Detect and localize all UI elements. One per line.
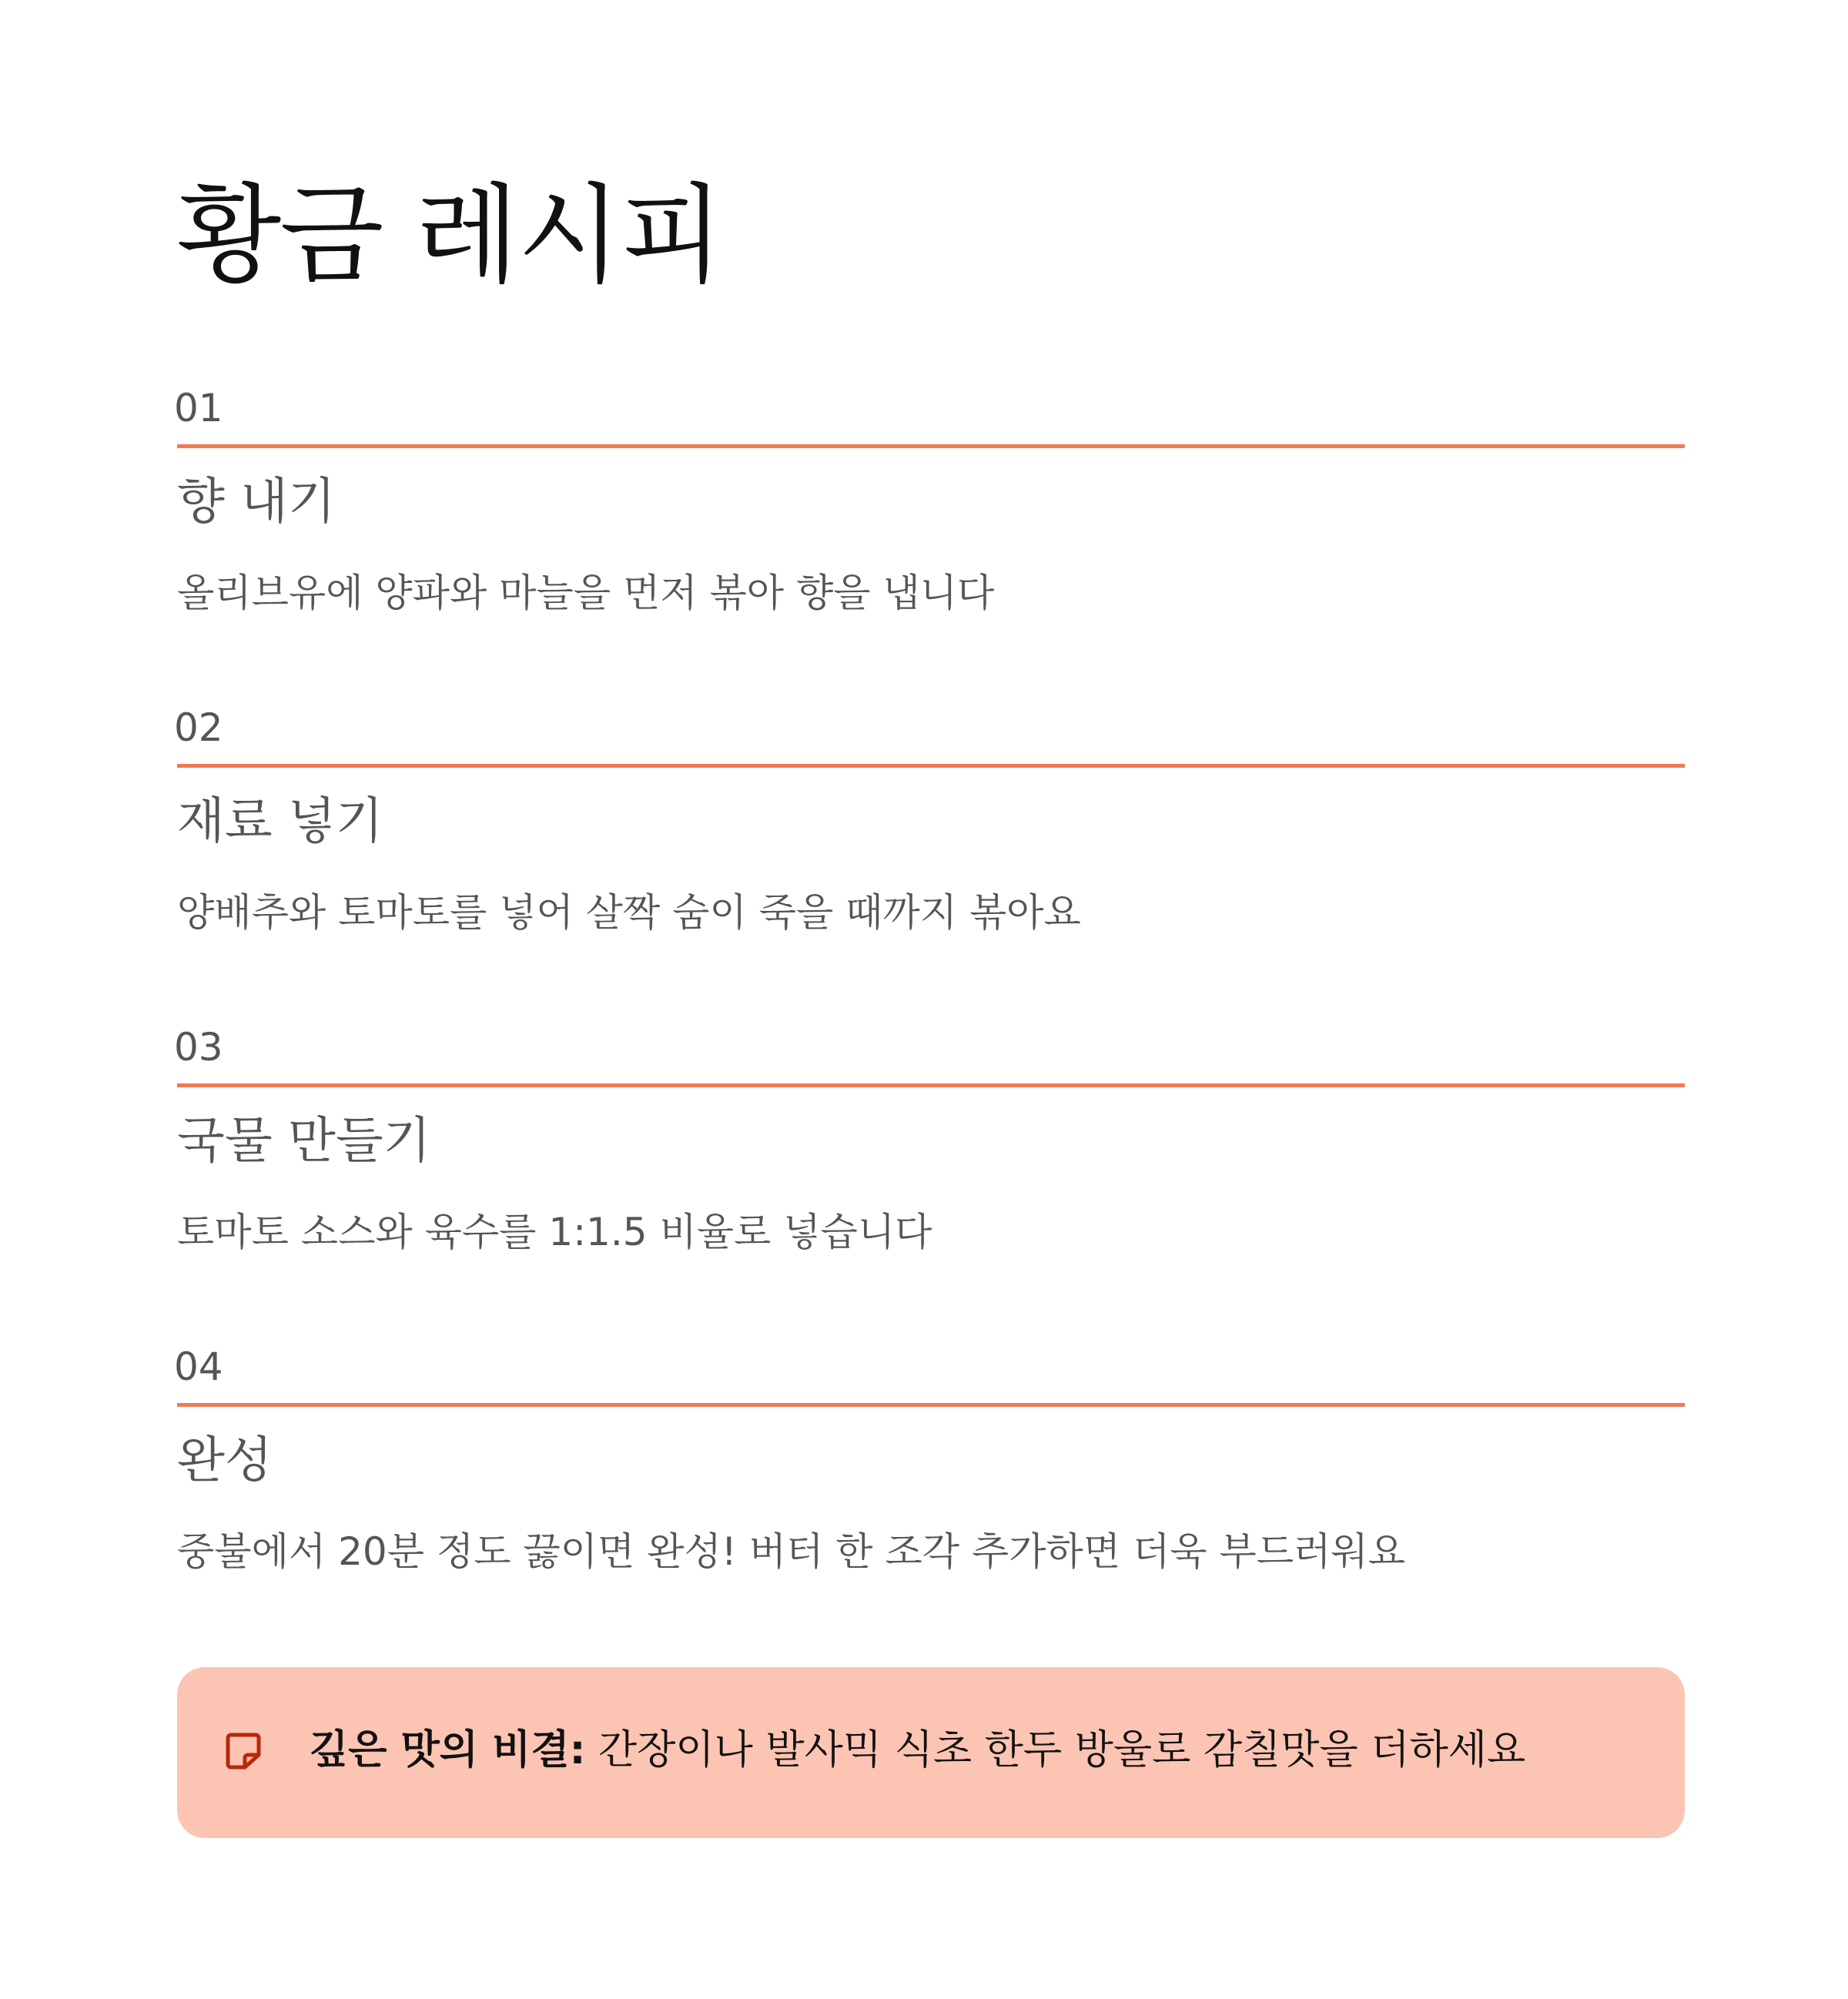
tip-body: 간장이나 발사믹 식초 한두 방울로 감칠맛을 더하세요 — [585, 1727, 1526, 1773]
recipe-step-1 — [174, 385, 1685, 693]
step-description: 올리브유에 양파와 마늘을 먼저 볶아 향을 냅니다 — [177, 571, 995, 615]
step-number: 03 — [174, 1025, 223, 1070]
step-number: 04 — [174, 1344, 223, 1389]
step-number: 01 — [174, 386, 223, 430]
step-description: 중불에서 20분 정도 끓이면 완성! 버터 한 조각 추가하면 더욱 부드러워요 — [177, 1529, 1406, 1574]
step-heading: 향 내기 — [177, 474, 336, 531]
step-divider — [177, 444, 1685, 448]
step-divider — [177, 764, 1685, 768]
recipe-step-2 — [174, 705, 1685, 1013]
step-description: 토마토 소스와 육수를 1:1.5 비율로 넣습니다 — [177, 1210, 932, 1254]
step-divider — [177, 1403, 1685, 1407]
step-heading: 완성 — [177, 1432, 273, 1489]
recipe-step-3 — [174, 1024, 1685, 1332]
step-heading: 국물 만들기 — [177, 1113, 431, 1170]
recipe-step-4 — [174, 1344, 1685, 1652]
step-description: 양배추와 토마토를 넣어 살짝 숨이 죽을 때까지 볶아요 — [177, 890, 1081, 935]
tip-text — [310, 1723, 1525, 1778]
tip-label: 깊은 맛의 비결: — [310, 1727, 586, 1773]
step-number: 02 — [174, 705, 223, 750]
page-title: 황금 레시피 — [177, 173, 723, 299]
step-heading: 재료 넣기 — [177, 793, 383, 850]
sticky-note-icon — [225, 1732, 262, 1770]
tip-callout — [177, 1667, 1685, 1838]
step-divider — [177, 1083, 1685, 1087]
